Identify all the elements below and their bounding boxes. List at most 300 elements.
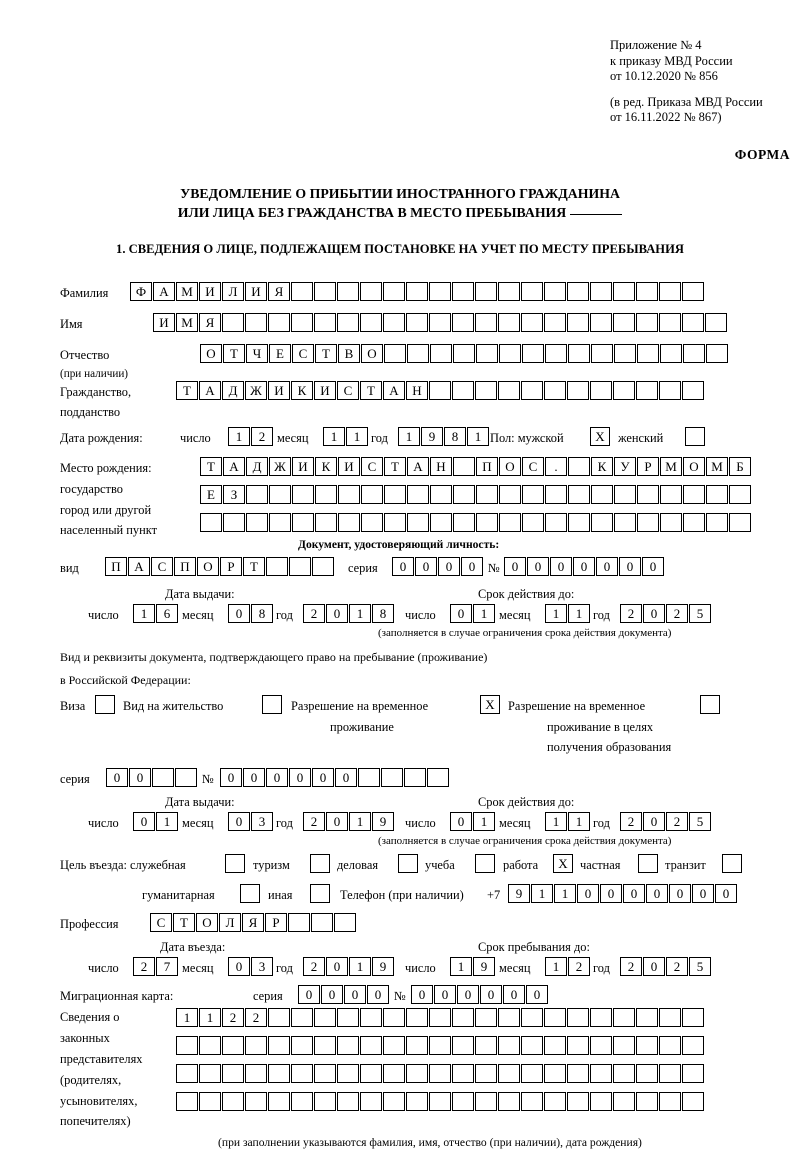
char-box[interactable] <box>498 381 520 400</box>
char-box[interactable]: 9 <box>372 812 394 831</box>
char-box[interactable]: 2 <box>222 1008 244 1027</box>
char-box[interactable]: 1 <box>176 1008 198 1027</box>
char-box[interactable]: П <box>174 557 196 576</box>
char-box[interactable] <box>636 381 658 400</box>
char-box[interactable] <box>429 313 451 332</box>
char-box[interactable] <box>545 513 567 532</box>
char-box[interactable] <box>384 344 406 363</box>
legal-rep-boxes-row-3[interactable] <box>176 1064 705 1083</box>
char-box[interactable]: Ч <box>246 344 268 363</box>
char-box[interactable]: 5 <box>689 957 711 976</box>
char-box[interactable]: 1 <box>545 604 567 623</box>
char-box[interactable] <box>223 513 245 532</box>
char-box[interactable] <box>522 485 544 504</box>
char-box[interactable] <box>334 913 356 932</box>
char-box[interactable]: 2 <box>245 1008 267 1027</box>
char-box[interactable]: 0 <box>577 884 599 903</box>
legal-rep-boxes-row-1[interactable] <box>176 1008 705 1027</box>
char-box[interactable] <box>315 485 337 504</box>
doc-issue-month-boxes[interactable] <box>228 604 274 623</box>
char-box[interactable] <box>311 913 333 932</box>
char-box[interactable]: 0 <box>392 557 414 576</box>
char-box[interactable]: 0 <box>411 985 433 1004</box>
char-box[interactable]: Т <box>243 557 265 576</box>
char-box[interactable] <box>659 1036 681 1055</box>
char-box[interactable] <box>429 1092 451 1111</box>
char-box[interactable]: Е <box>200 485 222 504</box>
char-box[interactable]: 0 <box>415 557 437 576</box>
char-box[interactable]: 0 <box>344 985 366 1004</box>
char-box[interactable]: 3 <box>251 812 273 831</box>
char-box[interactable] <box>291 282 313 301</box>
char-box[interactable]: 0 <box>457 985 479 1004</box>
char-box[interactable] <box>429 1064 451 1083</box>
char-box[interactable]: К <box>291 381 313 400</box>
char-box[interactable] <box>660 513 682 532</box>
char-box[interactable] <box>636 282 658 301</box>
char-box[interactable]: Р <box>220 557 242 576</box>
char-box[interactable] <box>268 313 290 332</box>
char-box[interactable]: 2 <box>666 957 688 976</box>
stay-day-boxes[interactable] <box>450 957 496 976</box>
char-box[interactable] <box>406 1064 428 1083</box>
char-box[interactable] <box>430 344 452 363</box>
char-box[interactable] <box>636 1092 658 1111</box>
char-box[interactable] <box>544 381 566 400</box>
char-box[interactable] <box>291 1064 313 1083</box>
char-box[interactable] <box>614 344 636 363</box>
char-box[interactable] <box>498 1092 520 1111</box>
char-box[interactable] <box>475 1092 497 1111</box>
char-box[interactable] <box>314 1008 336 1027</box>
char-box[interactable] <box>199 1092 221 1111</box>
char-box[interactable] <box>452 1008 474 1027</box>
char-box[interactable]: 1 <box>133 604 155 623</box>
char-box[interactable]: 0 <box>646 884 668 903</box>
char-box[interactable]: 1 <box>349 812 371 831</box>
char-box[interactable] <box>682 313 704 332</box>
char-box[interactable] <box>337 282 359 301</box>
char-box[interactable] <box>590 1092 612 1111</box>
char-box[interactable] <box>383 1092 405 1111</box>
name-boxes[interactable] <box>153 313 728 332</box>
char-box[interactable] <box>544 1036 566 1055</box>
char-box[interactable]: А <box>199 381 221 400</box>
char-box[interactable] <box>292 513 314 532</box>
char-box[interactable] <box>544 313 566 332</box>
char-box[interactable] <box>522 344 544 363</box>
temp-residence-checkbox[interactable]: X <box>480 695 500 714</box>
char-box[interactable] <box>521 1036 543 1055</box>
char-box[interactable] <box>498 282 520 301</box>
char-box[interactable]: 0 <box>220 768 242 787</box>
char-box[interactable] <box>567 1036 589 1055</box>
char-box[interactable] <box>521 1008 543 1027</box>
char-box[interactable] <box>430 513 452 532</box>
char-box[interactable] <box>246 485 268 504</box>
char-box[interactable] <box>613 1008 635 1027</box>
char-box[interactable]: 0 <box>133 812 155 831</box>
char-box[interactable] <box>291 1092 313 1111</box>
char-box[interactable]: 6 <box>156 604 178 623</box>
char-box[interactable] <box>337 1092 359 1111</box>
doc-valid-day-boxes[interactable] <box>450 604 496 623</box>
char-box[interactable]: 0 <box>692 884 714 903</box>
birth-year-boxes[interactable] <box>398 427 490 446</box>
purpose-other-checkbox[interactable] <box>310 884 330 903</box>
char-box[interactable] <box>406 1036 428 1055</box>
char-box[interactable] <box>453 344 475 363</box>
char-box[interactable] <box>613 381 635 400</box>
char-box[interactable]: 0 <box>573 557 595 576</box>
migration-number-boxes[interactable] <box>411 985 549 1004</box>
char-box[interactable]: 0 <box>367 985 389 1004</box>
char-box[interactable] <box>383 282 405 301</box>
char-box[interactable] <box>407 344 429 363</box>
char-box[interactable] <box>430 485 452 504</box>
char-box[interactable] <box>545 344 567 363</box>
char-box[interactable] <box>381 768 403 787</box>
char-box[interactable] <box>452 1092 474 1111</box>
char-box[interactable] <box>637 344 659 363</box>
char-box[interactable]: П <box>105 557 127 576</box>
char-box[interactable]: 0 <box>480 985 502 1004</box>
char-box[interactable]: З <box>223 485 245 504</box>
char-box[interactable]: 1 <box>568 812 590 831</box>
char-box[interactable]: 0 <box>450 604 472 623</box>
char-box[interactable] <box>613 1064 635 1083</box>
char-box[interactable]: У <box>614 457 636 476</box>
char-box[interactable]: 0 <box>326 957 348 976</box>
char-box[interactable] <box>453 513 475 532</box>
char-box[interactable] <box>429 1036 451 1055</box>
char-box[interactable]: О <box>200 344 222 363</box>
char-box[interactable] <box>659 313 681 332</box>
char-box[interactable] <box>427 768 449 787</box>
birth-month-boxes[interactable] <box>323 427 369 446</box>
char-box[interactable] <box>452 1036 474 1055</box>
purpose-business-checkbox[interactable] <box>398 854 418 873</box>
char-box[interactable]: 0 <box>643 812 665 831</box>
char-box[interactable]: 1 <box>228 427 250 446</box>
char-box[interactable]: Р <box>637 457 659 476</box>
char-box[interactable]: 0 <box>715 884 737 903</box>
birthplace-state-boxes[interactable] <box>200 457 752 476</box>
char-box[interactable]: 0 <box>527 557 549 576</box>
char-box[interactable] <box>567 1064 589 1083</box>
char-box[interactable] <box>705 313 727 332</box>
char-box[interactable] <box>429 381 451 400</box>
char-box[interactable]: 0 <box>450 812 472 831</box>
char-box[interactable] <box>636 1008 658 1027</box>
char-box[interactable] <box>521 282 543 301</box>
char-box[interactable] <box>453 457 475 476</box>
permit-issue-day-boxes[interactable] <box>133 812 179 831</box>
permit-valid-year-boxes[interactable] <box>620 812 712 831</box>
char-box[interactable] <box>289 557 311 576</box>
char-box[interactable] <box>476 513 498 532</box>
char-box[interactable] <box>291 1036 313 1055</box>
sex-female-checkbox[interactable] <box>685 427 705 446</box>
char-box[interactable] <box>314 1064 336 1083</box>
char-box[interactable] <box>314 282 336 301</box>
char-box[interactable] <box>706 344 728 363</box>
char-box[interactable]: Т <box>384 457 406 476</box>
char-box[interactable] <box>590 381 612 400</box>
phone-boxes[interactable] <box>508 884 738 903</box>
char-box[interactable]: 0 <box>106 768 128 787</box>
char-box[interactable] <box>613 1036 635 1055</box>
char-box[interactable]: 0 <box>619 557 641 576</box>
char-box[interactable] <box>498 1036 520 1055</box>
char-box[interactable]: 0 <box>228 957 250 976</box>
char-box[interactable] <box>337 313 359 332</box>
char-box[interactable]: 2 <box>303 812 325 831</box>
char-box[interactable] <box>544 1008 566 1027</box>
char-box[interactable] <box>729 485 751 504</box>
char-box[interactable]: 1 <box>349 604 371 623</box>
char-box[interactable]: А <box>407 457 429 476</box>
char-box[interactable]: М <box>176 282 198 301</box>
char-box[interactable] <box>337 1036 359 1055</box>
char-box[interactable] <box>682 381 704 400</box>
char-box[interactable]: 0 <box>461 557 483 576</box>
char-box[interactable]: Б <box>729 457 751 476</box>
char-box[interactable]: 2 <box>133 957 155 976</box>
char-box[interactable]: 0 <box>526 985 548 1004</box>
char-box[interactable] <box>360 1036 382 1055</box>
char-box[interactable] <box>222 1036 244 1055</box>
permit-number-boxes[interactable] <box>220 768 450 787</box>
char-box[interactable]: 2 <box>620 957 642 976</box>
char-box[interactable] <box>591 344 613 363</box>
citizenship-boxes[interactable] <box>176 381 705 400</box>
char-box[interactable] <box>292 485 314 504</box>
char-box[interactable]: 9 <box>473 957 495 976</box>
surname-boxes[interactable] <box>130 282 705 301</box>
char-box[interactable] <box>521 313 543 332</box>
char-box[interactable] <box>613 313 635 332</box>
char-box[interactable] <box>568 457 590 476</box>
char-box[interactable] <box>544 1064 566 1083</box>
char-box[interactable] <box>567 1092 589 1111</box>
permit-series-boxes[interactable] <box>106 768 198 787</box>
char-box[interactable]: Р <box>265 913 287 932</box>
permit-valid-day-boxes[interactable] <box>450 812 496 831</box>
char-box[interactable] <box>288 913 310 932</box>
entry-year-boxes[interactable] <box>303 957 395 976</box>
char-box[interactable]: П <box>476 457 498 476</box>
char-box[interactable]: 1 <box>473 812 495 831</box>
char-box[interactable]: 0 <box>503 985 525 1004</box>
char-box[interactable]: Л <box>219 913 241 932</box>
char-box[interactable]: 0 <box>326 812 348 831</box>
char-box[interactable]: 0 <box>129 768 151 787</box>
char-box[interactable] <box>361 485 383 504</box>
char-box[interactable] <box>476 344 498 363</box>
residence-permit-checkbox[interactable] <box>262 695 282 714</box>
char-box[interactable]: 2 <box>303 957 325 976</box>
sex-male-checkbox[interactable]: X <box>590 427 610 446</box>
char-box[interactable] <box>659 1064 681 1083</box>
entry-day-boxes[interactable] <box>133 957 179 976</box>
char-box[interactable] <box>268 1092 290 1111</box>
purpose-study-checkbox[interactable] <box>475 854 495 873</box>
char-box[interactable]: 2 <box>666 812 688 831</box>
char-box[interactable]: 0 <box>298 985 320 1004</box>
char-box[interactable]: 0 <box>289 768 311 787</box>
char-box[interactable] <box>407 513 429 532</box>
char-box[interactable] <box>268 1008 290 1027</box>
char-box[interactable] <box>360 313 382 332</box>
char-box[interactable] <box>591 485 613 504</box>
char-box[interactable] <box>498 1064 520 1083</box>
char-box[interactable]: 2 <box>251 427 273 446</box>
char-box[interactable] <box>590 1008 612 1027</box>
char-box[interactable]: . <box>545 457 567 476</box>
edu-residence-checkbox[interactable] <box>700 695 720 714</box>
doc-kind-boxes[interactable] <box>105 557 335 576</box>
char-box[interactable] <box>568 513 590 532</box>
char-box[interactable] <box>590 1064 612 1083</box>
char-box[interactable]: 1 <box>531 884 553 903</box>
char-box[interactable]: 0 <box>623 884 645 903</box>
char-box[interactable]: 0 <box>321 985 343 1004</box>
char-box[interactable]: 0 <box>596 557 618 576</box>
char-box[interactable] <box>361 513 383 532</box>
char-box[interactable] <box>245 1036 267 1055</box>
char-box[interactable] <box>452 313 474 332</box>
char-box[interactable] <box>521 1092 543 1111</box>
char-box[interactable] <box>245 1064 267 1083</box>
char-box[interactable] <box>269 485 291 504</box>
char-box[interactable] <box>268 1064 290 1083</box>
char-box[interactable] <box>406 313 428 332</box>
char-box[interactable]: 2 <box>620 812 642 831</box>
char-box[interactable]: 1 <box>467 427 489 446</box>
char-box[interactable]: Я <box>199 313 221 332</box>
char-box[interactable] <box>613 282 635 301</box>
stay-year-boxes[interactable] <box>620 957 712 976</box>
purpose-humanitarian-checkbox[interactable] <box>240 884 260 903</box>
char-box[interactable] <box>636 1036 658 1055</box>
char-box[interactable]: Т <box>200 457 222 476</box>
char-box[interactable] <box>315 513 337 532</box>
char-box[interactable] <box>522 513 544 532</box>
char-box[interactable]: К <box>315 457 337 476</box>
char-box[interactable]: Т <box>223 344 245 363</box>
char-box[interactable]: 0 <box>642 557 664 576</box>
char-box[interactable] <box>314 1036 336 1055</box>
char-box[interactable] <box>614 485 636 504</box>
birthplace-city-boxes[interactable] <box>200 485 752 504</box>
char-box[interactable]: Ж <box>245 381 267 400</box>
char-box[interactable]: Т <box>315 344 337 363</box>
char-box[interactable]: 0 <box>550 557 572 576</box>
char-box[interactable] <box>222 1092 244 1111</box>
char-box[interactable] <box>567 282 589 301</box>
char-box[interactable] <box>475 313 497 332</box>
char-box[interactable] <box>337 1064 359 1083</box>
char-box[interactable] <box>452 381 474 400</box>
purpose-work-checkbox[interactable]: X <box>553 854 573 873</box>
char-box[interactable]: И <box>245 282 267 301</box>
char-box[interactable]: А <box>383 381 405 400</box>
char-box[interactable] <box>614 513 636 532</box>
char-box[interactable]: 8 <box>444 427 466 446</box>
birth-day-boxes[interactable] <box>228 427 274 446</box>
char-box[interactable] <box>659 381 681 400</box>
char-box[interactable]: 5 <box>689 812 711 831</box>
char-box[interactable] <box>683 485 705 504</box>
char-box[interactable] <box>591 513 613 532</box>
char-box[interactable] <box>358 768 380 787</box>
char-box[interactable] <box>544 282 566 301</box>
char-box[interactable] <box>384 485 406 504</box>
doc-number-boxes[interactable] <box>504 557 665 576</box>
char-box[interactable] <box>383 313 405 332</box>
char-box[interactable] <box>590 282 612 301</box>
purpose-private-checkbox[interactable] <box>638 854 658 873</box>
char-box[interactable]: 2 <box>303 604 325 623</box>
char-box[interactable]: 0 <box>228 604 250 623</box>
char-box[interactable]: 9 <box>372 957 394 976</box>
char-box[interactable] <box>567 1008 589 1027</box>
char-box[interactable] <box>404 768 426 787</box>
char-box[interactable] <box>613 1092 635 1111</box>
char-box[interactable]: И <box>199 282 221 301</box>
char-box[interactable] <box>545 485 567 504</box>
char-box[interactable] <box>314 313 336 332</box>
char-box[interactable]: С <box>337 381 359 400</box>
char-box[interactable] <box>176 1092 198 1111</box>
char-box[interactable] <box>682 1092 704 1111</box>
char-box[interactable]: А <box>223 457 245 476</box>
char-box[interactable] <box>222 313 244 332</box>
birthplace-city-boxes-row2[interactable] <box>200 513 752 532</box>
char-box[interactable] <box>475 282 497 301</box>
char-box[interactable]: 0 <box>643 957 665 976</box>
char-box[interactable] <box>682 282 704 301</box>
char-box[interactable]: 0 <box>326 604 348 623</box>
purpose-official-checkbox[interactable] <box>225 854 245 873</box>
char-box[interactable] <box>636 1064 658 1083</box>
char-box[interactable] <box>312 557 334 576</box>
stay-month-boxes[interactable] <box>545 957 591 976</box>
char-box[interactable]: 0 <box>266 768 288 787</box>
char-box[interactable]: Л <box>222 282 244 301</box>
char-box[interactable] <box>291 313 313 332</box>
char-box[interactable] <box>314 1092 336 1111</box>
char-box[interactable] <box>659 1092 681 1111</box>
char-box[interactable] <box>706 513 728 532</box>
char-box[interactable] <box>682 1036 704 1055</box>
char-box[interactable]: С <box>151 557 173 576</box>
char-box[interactable] <box>499 344 521 363</box>
char-box[interactable]: Д <box>246 457 268 476</box>
entry-month-boxes[interactable] <box>228 957 274 976</box>
char-box[interactable] <box>246 513 268 532</box>
char-box[interactable] <box>475 1064 497 1083</box>
char-box[interactable] <box>452 282 474 301</box>
purpose-transit-checkbox[interactable] <box>722 854 742 873</box>
char-box[interactable] <box>636 313 658 332</box>
char-box[interactable]: О <box>361 344 383 363</box>
char-box[interactable]: Н <box>406 381 428 400</box>
char-box[interactable] <box>498 1008 520 1027</box>
char-box[interactable]: 0 <box>312 768 334 787</box>
char-box[interactable] <box>452 1064 474 1083</box>
